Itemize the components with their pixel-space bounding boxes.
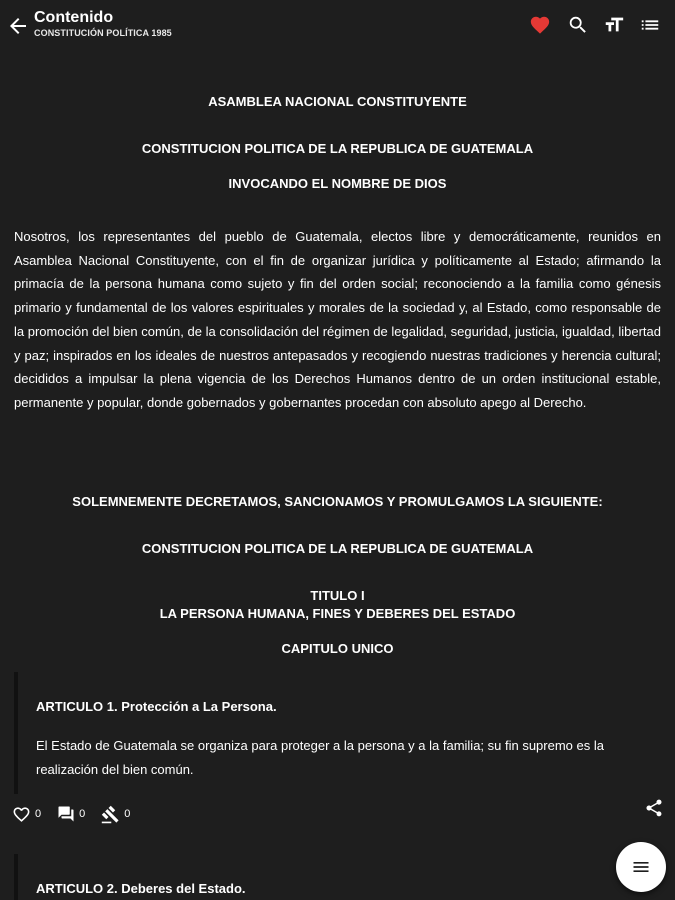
- search-button[interactable]: [566, 13, 590, 37]
- like-count: 0: [35, 808, 42, 820]
- heart-icon: [529, 14, 551, 36]
- gavel-icon: [101, 805, 120, 824]
- article-body: El Estado de Guatemala se organiza para proteger a la persona y a la familia; su fin supremo es la realización del bien común.: [36, 738, 604, 777]
- heading-decree: SOLEMNEMENTE DECRETAMOS, SANCIONAMOS Y PROMULGAMOS LA SIGUIENTE:: [72, 494, 603, 509]
- list-view-button[interactable]: [638, 13, 662, 37]
- article-title: ARTICULO 2. Deberes del Estado.: [36, 881, 246, 896]
- text-size-icon: [603, 14, 625, 36]
- text-size-button[interactable]: [602, 13, 626, 37]
- arrow-left-icon: [6, 14, 30, 38]
- page-subtitle: CONSTITUCIÓN POLÍTICA 1985: [34, 28, 172, 38]
- like-button[interactable]: [12, 805, 41, 824]
- back-button[interactable]: [6, 14, 30, 38]
- jurisprudence-button[interactable]: [101, 805, 130, 824]
- heading-constitution-2: CONSTITUCION POLITICA DE LA REPUBLICA DE GUATEMALA: [141, 541, 534, 556]
- app-bar: [0, 0, 675, 52]
- list-icon: [639, 14, 661, 36]
- title-number: TITULO I: [310, 588, 365, 603]
- jurisprudence-count: 0: [124, 808, 131, 820]
- page-title: Contenido: [34, 9, 114, 26]
- heading-invocation: INVOCANDO EL NOMBRE DE DIOS: [228, 176, 447, 191]
- comment-icon: [57, 805, 75, 823]
- search-icon: [567, 14, 589, 36]
- article-stats: [12, 802, 146, 826]
- article-card[interactable]: [14, 854, 666, 900]
- comment-count: 0: [79, 808, 86, 820]
- share-icon: [644, 798, 664, 818]
- share-button[interactable]: [644, 798, 666, 820]
- title-name: LA PERSONA HUMANA, FINES Y DEBERES DEL ESTADO: [159, 606, 516, 621]
- article-card[interactable]: [14, 672, 666, 794]
- comment-button[interactable]: [57, 805, 85, 823]
- menu-icon: [631, 857, 651, 877]
- heading-assembly: ASAMBLEA NACIONAL CONSTITUYENTE: [208, 94, 467, 109]
- app-bar-titles: [34, 9, 172, 39]
- menu-fab[interactable]: [616, 842, 666, 892]
- preamble-paragraph: Nosotros, los representantes del pueblo de Guatemala, electos libre y democráticamente, reunidos en Asamblea Nacional Constituyente, con el fin de organizar jurídica y políticamente al Estado; afirmando la primacía de la persona humana como sujeto y fin del orden social; reconociendo a la familia como génesis primario y fundamental de los valores espirituales y morales de la sociedad y, al Estado, como responsable de la promoción del bien común, de la consolidación del régimen de legalidad, seguridad, justicia, igualdad, libertad y paz; inspirados en los ideales de nuestros antepasados y recogiendo nuestras tradiciones y herencia cultural; decididos a impulsar la plena vigencia de los Derechos Humanos dentro de un orden institucional estable, permanente y popular, donde gobernados y gobernantes procedan con absoluto apego al Derecho.: [14, 229, 661, 410]
- heart-outline-icon: [12, 805, 31, 824]
- article-title: ARTICULO 1. Protección a La Persona.: [36, 699, 277, 714]
- heading-constitution: CONSTITUCION POLITICA DE LA REPUBLICA DE GUATEMALA: [141, 141, 534, 156]
- chapter-heading: CAPITULO UNICO: [281, 641, 394, 656]
- favorite-button[interactable]: [528, 13, 552, 37]
